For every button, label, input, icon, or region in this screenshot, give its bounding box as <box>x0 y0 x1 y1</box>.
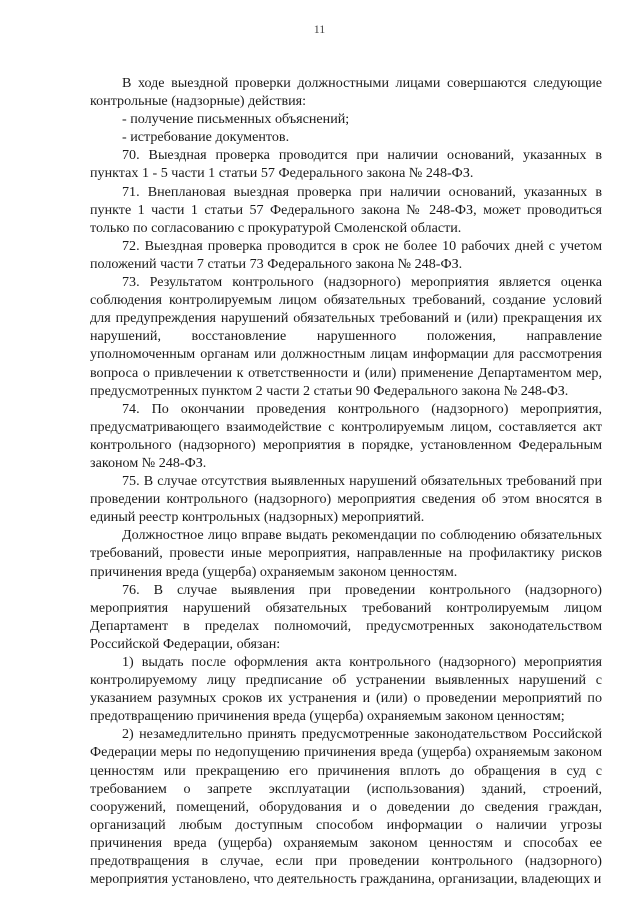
paragraph-74: 74. По окончании проведения контрольного (надзорного) мероприятия, предусматривающего взаимодействие с контролируемым лицом, составляется акт контрольного (надзорного) мероприятия в порядке, установленном Федеральным законом № 248-ФЗ. <box>90 400 602 471</box>
paragraph-75: 75. В случае отсутствия выявленных нарушений обязательных требований при проведении контрольного (надзорного) мероприятия сведения об этом вносятся в единый реестр контрольных (надзорных) мероприятий. <box>90 473 602 526</box>
paragraph-recommendations: Должностное лицо вправе выдать рекомендации по соблюдению обязательных требований, провести иные мероприятия, направленные на профилактику рисков причинения вреда (ущерба) охраняемым законом ценностям. <box>90 527 602 580</box>
paragraph-73: 73. Результатом контрольного (надзорного) мероприятия является оценка соблюдения контролируемым лицом обязательных требований, создание условий для предупреждения нарушений обязательных требований и (или) прекращения их нарушений, восстановление нарушенного положения, направление уполномоченным органам или должностным лицам информации для рассмотрения вопроса о привлечении к ответственности и (или) применение Департаментом мер, предусмотренных пунктом 2 части 2 статьи 90 Федерального закона № 248-ФЗ. <box>90 274 602 399</box>
paragraph-70: 70. Выездная проверка проводится при наличии оснований, указанных в пунктах 1 - 5 части 1 статьи 57 Федерального закона № 248-ФЗ. <box>90 147 602 182</box>
paragraph-71: 71. Внеплановая выездная проверка при наличии оснований, указанных в пункте 1 части 1 статьи 57 Федерального закона № 248-ФЗ, может проводиться только по согласованию с прокуратурой Смоленской области. <box>90 183 602 236</box>
paragraph-76: 76. В случае выявления при проведении контрольного (надзорного) мероприятия нарушений обязательных требований контролируемым лицом Департамент в пределах полномочий, предусмотренных законодательством Российской Федерации, обязан: <box>90 581 602 652</box>
paragraph-76-item-1: 1) выдать после оформления акта контрольного (надзорного) мероприятия контролируемому лицу предписание об устранении выявленных нарушений с указанием разумных сроков их устранения и (или) о проведении мероприятий по предотвращению причинения вреда (ущерба) охраняемым законом ценностям; <box>90 654 602 725</box>
list-item: - получение письменных объяснений; <box>122 111 350 128</box>
paragraph-76-item-2: 2) незамедлительно принять предусмотренные законодательством Российской Федерации меры по недопущению причинения вреда (ущерба) охраняемым законом ценностям или прекращению его причинения вплоть до обращения в суд с требованием о запрете эксплуатации (использования) зданий, строений, сооружений, помещений, оборудования и о доведении до сведения граждан, организаций любым доступным способом информации о наличии угрозы причинения вреда (ущерба) охраняемым законом ценностям и способах ее предотвращения в случае, если при проведении контрольного (надзорного) мероприятия установлено, что деятельность гражданина, организации, владеющих и <box>90 726 602 888</box>
page-number: 11 <box>313 22 326 36</box>
paragraph-intro: В ходе выездной проверки должностными лицами совершаются следующие контрольные (надзорные) действия: <box>90 75 602 110</box>
paragraph-72: 72. Выездная проверка проводится в срок не более 10 рабочих дней с учетом положений части 7 статьи 73 Федерального закона № 248-ФЗ. <box>90 237 602 272</box>
document-body <box>90 74 602 888</box>
list-item: - истребование документов. <box>122 129 290 146</box>
